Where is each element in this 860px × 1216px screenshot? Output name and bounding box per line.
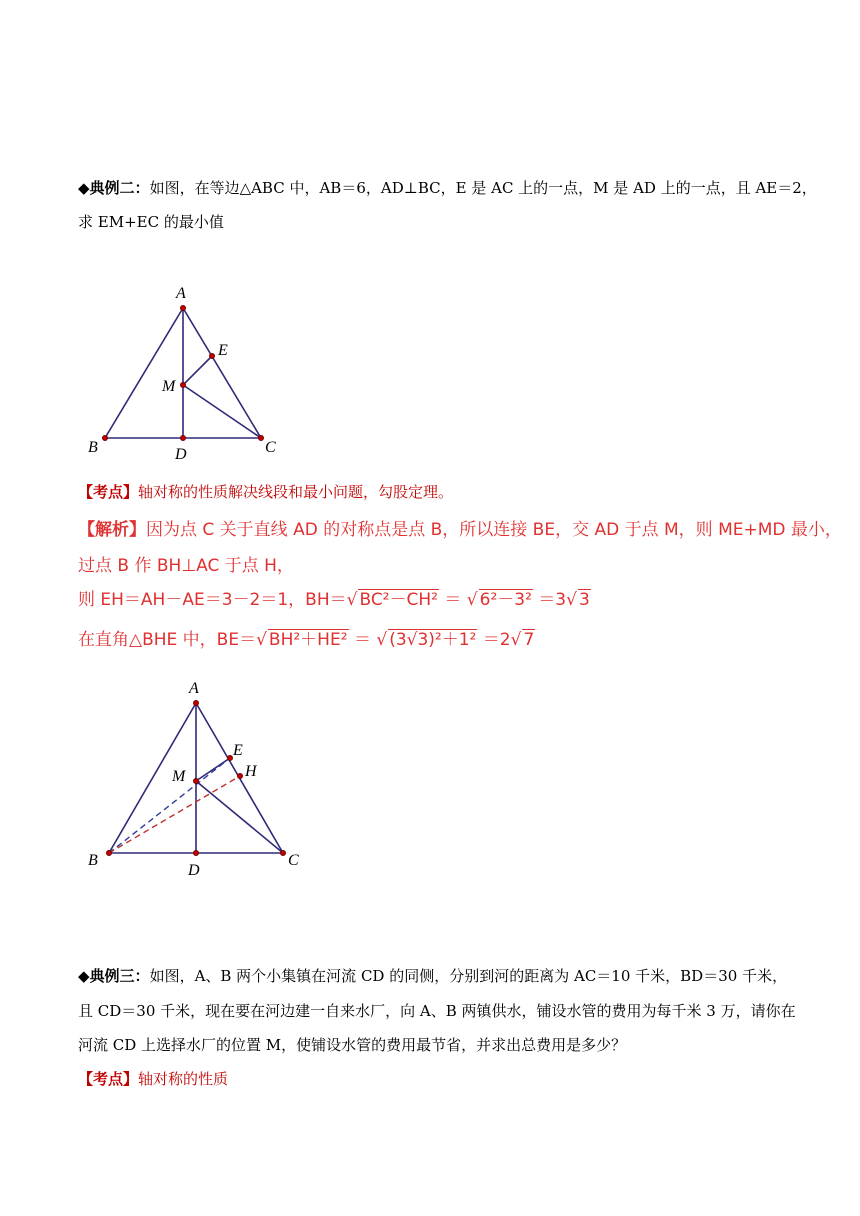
jiexi-line4 — [78, 630, 535, 650]
sqrt-expr: √ (3√3)²＋1² — [376, 630, 477, 650]
radicand-expr: (3√3)²＋1² — [389, 630, 477, 650]
jiexi-line2: 过点 B 作 BH⊥AC 于点 H， — [78, 556, 294, 576]
sqrt-7: √ 7 — [510, 630, 535, 650]
fig2-point-c — [281, 851, 286, 856]
fig1-point-e — [210, 354, 215, 359]
jiexi-line3-part-b: ＝ — [444, 590, 462, 610]
fig1-label-d: D — [175, 446, 187, 463]
fig1-label-e: E — [218, 342, 228, 359]
example3-heading: 典例三： — [89, 967, 150, 985]
sqrt-bc-ch: √ BC²－CH² — [346, 590, 438, 610]
radicand-bc-ch: BC²－CH² — [359, 590, 438, 610]
example3-question-line3: 河流 CD 上选择水厂的位置 M，使铺设水管的费用最节省，并求出总费用是多少？ — [78, 1036, 627, 1054]
fig1-point-m — [181, 383, 186, 388]
example2-heading: 典例二： — [89, 179, 150, 197]
fig1-segment-mc — [183, 385, 261, 438]
example2-question-line1 — [78, 178, 817, 198]
radicand-bh-he: BH²＋HE² — [268, 630, 348, 650]
fig2-label-h: H — [245, 763, 257, 780]
fig2-dashed-be — [109, 758, 230, 853]
jiexi-line3-part-a: 则 EH＝AH－AE＝3－2＝1，BH＝ — [78, 590, 347, 610]
radicand-3: 3 — [578, 590, 590, 610]
example3-text1: 如图，A、B 两个小集镇在河流 CD 的同侧，分别到河的距离为 AC＝10 千米，BD＝30 千米， — [149, 967, 788, 985]
kaodian-tag: 【考点】 — [78, 1070, 139, 1088]
sqrt-bh-he: √ BH²＋HE² — [256, 630, 348, 650]
fig2-point-a — [194, 701, 199, 706]
fig1-label-a: A — [176, 285, 186, 302]
fig2-label-c: C — [288, 852, 299, 869]
kaodian-text: 轴对称的性质解决线段和最小问题，勾股定理。 — [138, 483, 454, 501]
jiexi-line3-part-c: ＝3 — [538, 590, 567, 610]
sqrt-6-3: √ 6²－3² — [466, 590, 532, 610]
example3-kaodian — [78, 1069, 228, 1089]
fig2-label-m: M — [172, 768, 186, 785]
diamond-marker: ◆ — [78, 967, 90, 985]
fig2-point-e — [228, 756, 233, 761]
jiexi-line3 — [78, 590, 591, 610]
fig2-segment-me — [196, 758, 230, 781]
fig2-segment-mc — [196, 781, 283, 853]
fig1-side-ab — [105, 308, 183, 438]
radicand-7: 7 — [523, 630, 535, 650]
fig2-label-e: E — [233, 742, 243, 759]
radicand-6-3: 6²－3² — [479, 590, 532, 610]
fig2-label-a: A — [189, 680, 199, 697]
figure1-triangle — [80, 280, 300, 465]
diamond-marker: ◆ — [78, 179, 90, 197]
fig1-point-b — [103, 436, 108, 441]
example2-kaodian — [78, 482, 453, 502]
fig1-point-d — [181, 436, 186, 441]
example2-text1: 如图，在等边△ABC 中，AB＝6，AD⊥BC，E 是 AC 上的一点，M 是 AD 上的一点，且 AE＝2， — [149, 179, 817, 197]
sqrt-3: √ 3 — [566, 590, 590, 610]
example2-question-line2: 求 EM+EC 的最小值 — [78, 213, 224, 231]
fig1-label-b: B — [88, 439, 98, 456]
fig2-point-b — [107, 851, 112, 856]
example3-question-line1 — [78, 966, 787, 986]
fig1-segment-me — [183, 356, 212, 385]
fig2-point-h — [238, 774, 243, 779]
fig2-point-m — [194, 779, 199, 784]
jiexi-line4-part-b: ＝ — [353, 630, 371, 650]
fig2-point-d — [194, 851, 199, 856]
jiexi-line1 — [78, 520, 842, 540]
fig1-point-c — [259, 436, 264, 441]
fig2-dashed-bh — [109, 776, 240, 853]
fig2-label-d: D — [188, 862, 200, 879]
fig1-point-a — [181, 306, 186, 311]
figure2-triangle — [80, 675, 320, 885]
jiexi-line4-part-a: 在直角△BHE 中，BE＝ — [78, 630, 257, 650]
fig1-label-c: C — [265, 439, 276, 456]
kaodian-tag: 【考点】 — [78, 483, 139, 501]
fig1-label-m: M — [162, 378, 176, 395]
jiexi-line4-part-c: ＝2 — [482, 630, 511, 650]
example3-question-line2: 且 CD＝30 千米，现在要在河边建一自来水厂，向 A、B 两镇供水，铺设水管的费用为每千米 3 万，请你在 — [78, 1002, 796, 1020]
jiexi-tag: 【解析】 — [78, 520, 146, 540]
fig2-label-b: B — [88, 852, 98, 869]
jiexi-text1: 因为点 C 关于直线 AD 的对称点是点 B，所以连接 BE，交 AD 于点 M，则 ME+MD 最小， — [146, 520, 842, 540]
kaodian-text: 轴对称的性质 — [138, 1070, 229, 1088]
